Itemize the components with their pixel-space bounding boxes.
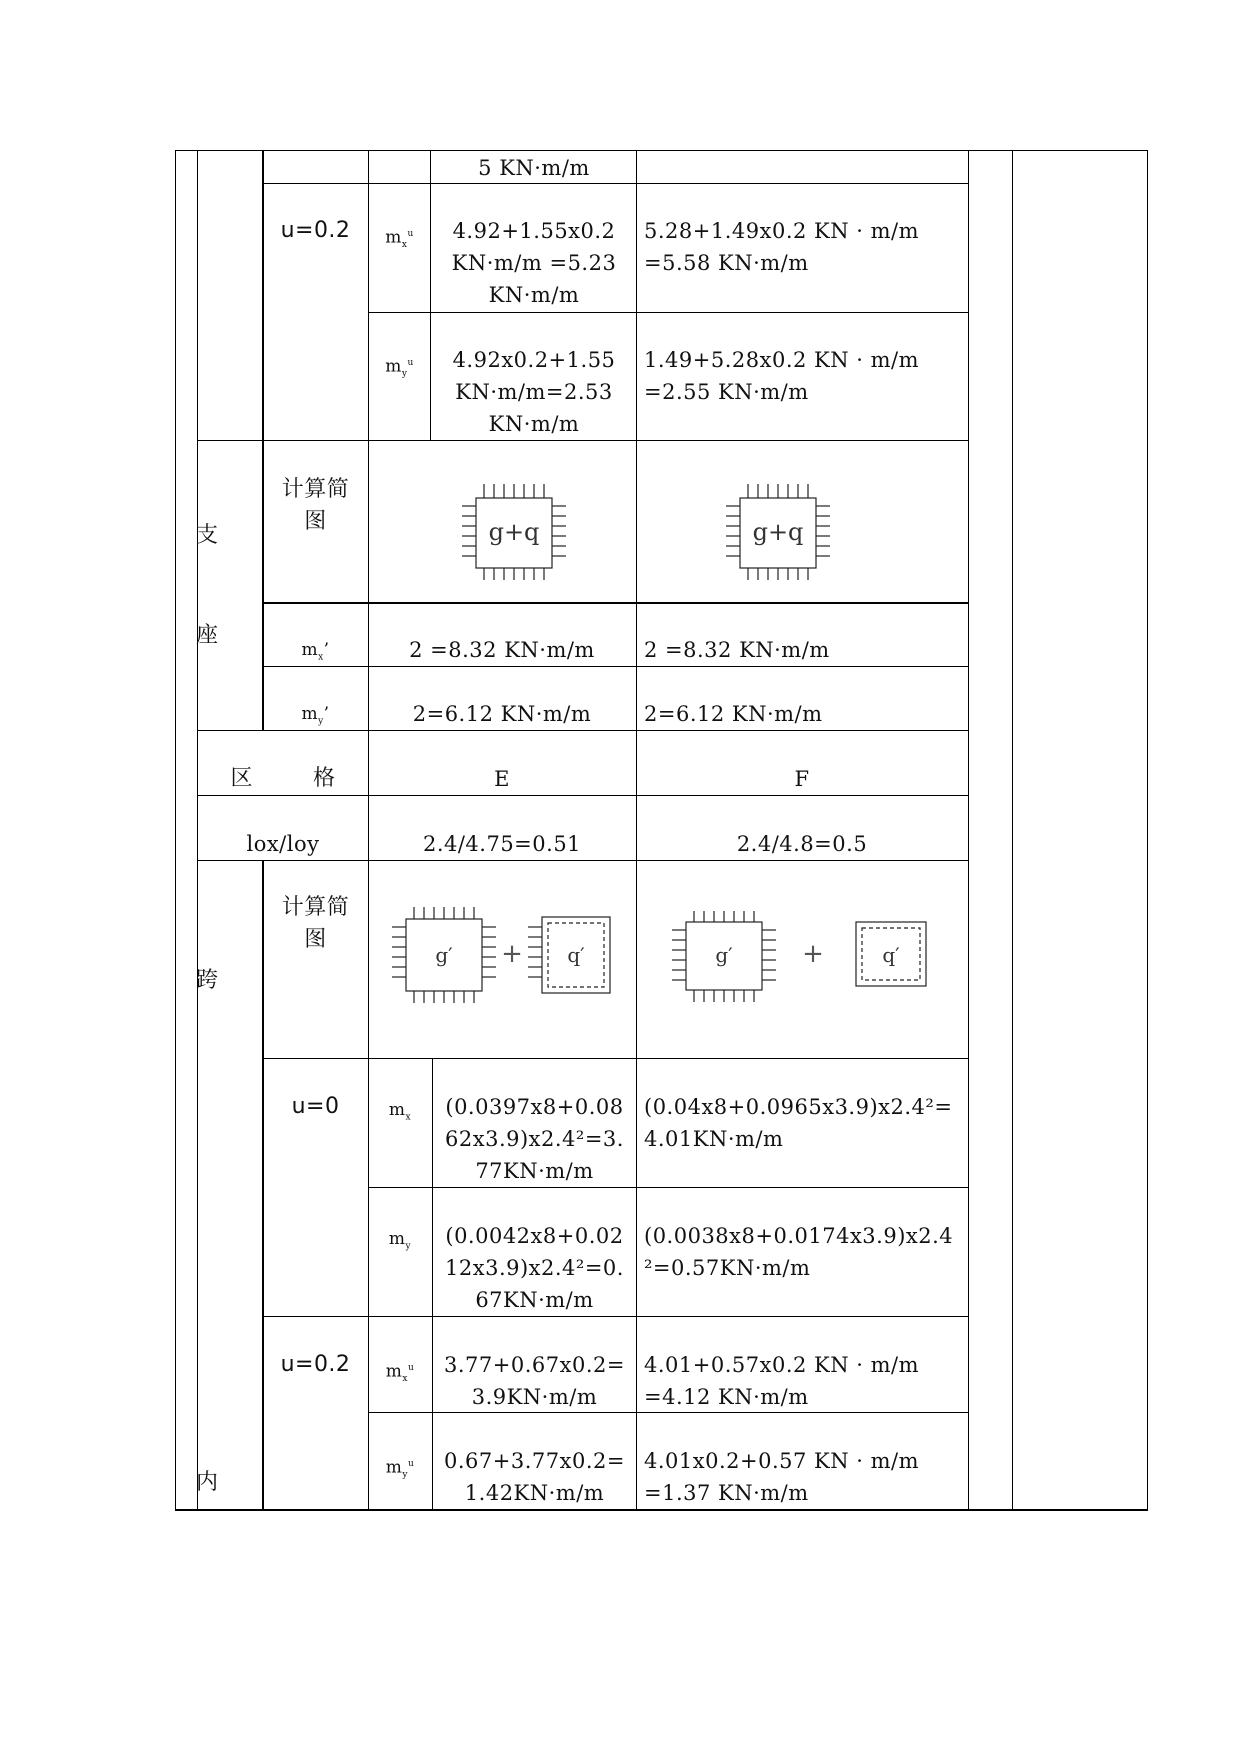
side-label-span-2: 内 <box>196 1470 219 1495</box>
side-label-support-2: 座 <box>196 623 219 648</box>
table-line <box>197 860 969 861</box>
diagram-label-line2: 图 <box>304 509 327 534</box>
my-symbol: $m_y$ <box>388 1229 412 1252</box>
zone-label: 区 格 <box>230 766 336 791</box>
cell-u0-my-f-line1: (0.0038x8+0.0174x3.9)x2.4 <box>644 1224 954 1248</box>
cell-u02b-mx-e-line2: 3.9KN·m/m <box>471 1385 598 1409</box>
u0-label: u=0 <box>291 1094 340 1119</box>
zone-f: F <box>794 767 810 791</box>
span-diagram-e <box>388 905 618 1005</box>
cell-mx-f-line1: 5.28+1.49x0.2 KN · m/m <box>644 219 920 243</box>
cell-mx-f-line2: =5.58 KN·m/m <box>644 251 809 275</box>
cell-my-prime-f: 2=6.12 KN·m/m <box>644 702 823 726</box>
cell-u0-mx-f-line1: (0.04x8+0.0965x3.9)x2.4²= <box>644 1095 953 1119</box>
cell-u0-my-e-line2: 12x3.9)x2.4²=0. <box>445 1256 624 1280</box>
support-diagram-e <box>458 482 570 582</box>
cell-u0-mx-e-line3: 77KN·m/m <box>475 1159 594 1183</box>
cell-my-prime-e: 2=6.12 KN·m/m <box>412 702 592 726</box>
side-label-span-1: 跨 <box>196 968 219 993</box>
cell-mx-e-line3: KN·m/m <box>488 283 580 307</box>
cell-mx-e-line1: 4.92+1.55x0.2 <box>452 219 616 243</box>
cell-my-e-line2: KN·m/m=2.53 <box>455 380 613 404</box>
table-line <box>968 150 969 1510</box>
table-border-top <box>175 150 1148 151</box>
mx-u-symbol-bottom: $m_x^u$ <box>385 1361 415 1385</box>
my-prime-symbol: $m_y$’ <box>301 704 330 727</box>
cell-my-e-line3: KN·m/m <box>488 412 580 436</box>
my-u-symbol-bottom: $m_y^u$ <box>385 1457 415 1481</box>
span-q-text-f: q′ <box>882 943 900 967</box>
cell-my-f-line2: =2.55 KN·m/m <box>644 380 809 404</box>
table-line <box>197 440 969 441</box>
side-label-support-1: 支 <box>196 523 219 548</box>
table-line <box>262 183 369 184</box>
cell-u0-mx-f-line2: 4.01KN·m/m <box>644 1127 784 1151</box>
cell-my-f-line1: 1.49+5.28x0.2 KN · m/m <box>644 348 920 372</box>
span-diagram-label-line2: 图 <box>304 927 327 952</box>
table-line <box>368 312 969 313</box>
cell-u02b-my-f-line1: 4.01x0.2+0.57 KN · m/m <box>644 1449 920 1473</box>
cell-mx-e-line2: KN·m/m =5.23 <box>451 251 617 275</box>
cell-u02b-my-e-line1: 0.67+3.77x0.2= <box>444 1449 625 1473</box>
plus-sign-e: + <box>501 939 523 969</box>
cell-u0-mx-e-line1: (0.0397x8+0.08 <box>445 1095 624 1119</box>
table-line <box>1012 150 1013 1510</box>
u-label: u=0.2 <box>280 218 351 243</box>
table-line <box>262 1058 969 1059</box>
span-g-text-f: g′ <box>715 943 733 967</box>
diagram-label-line1: 计算简 <box>281 477 350 502</box>
table-line <box>262 860 264 1510</box>
cell-u02b-mx-e-line1: 3.77+0.67x0.2= <box>444 1353 625 1377</box>
cell-u02b-my-e-line2: 1.42KN·m/m <box>464 1481 605 1505</box>
ratio-label: lox/loy <box>246 832 320 856</box>
table-border-bottom <box>175 1509 1148 1511</box>
cell-u02b-mx-f-line2: =4.12 KN·m/m <box>644 1385 809 1409</box>
cell-u0-my-e-line3: 67KN·m/m <box>475 1288 594 1312</box>
table-line <box>430 150 431 440</box>
cell-mx-prime-e: 2 =8.32 KN·m/m <box>409 638 595 662</box>
plus-sign-f: + <box>802 939 824 969</box>
span-g-text-e: g′ <box>435 943 453 967</box>
table-line <box>262 666 969 667</box>
table-line <box>262 1316 969 1317</box>
span-diagram-label-line1: 计算简 <box>281 895 350 920</box>
mx-symbol: $m_x$ <box>388 1100 412 1123</box>
table-border-right <box>1147 150 1148 1510</box>
zone-e: E <box>494 767 510 791</box>
diagram-text-f: g+q <box>752 518 804 546</box>
cell-u0-mx-e-line2: 62x3.9)x2.4²=3. <box>445 1127 624 1151</box>
table-line <box>368 1187 969 1188</box>
cell-u0-my-e-line1: (0.0042x8+0.02 <box>445 1224 624 1248</box>
table-line <box>262 602 969 604</box>
my-u-symbol: $m_y^u$ <box>385 356 414 380</box>
u02-bottom-label: u=0.2 <box>280 1352 351 1377</box>
support-diagram-f <box>722 482 834 582</box>
cell-u02b-my-f-line2: =1.37 KN·m/m <box>644 1481 809 1505</box>
cell-u0-my-f-line2: ²=0.57KN·m/m <box>644 1256 811 1280</box>
diagram-text-e: g+q <box>488 518 540 546</box>
span-diagram-f <box>668 910 934 1005</box>
cell-u02b-mx-f-line1: 4.01+0.57x0.2 KN · m/m <box>644 1353 920 1377</box>
table-border-left <box>175 150 176 1510</box>
mx-u-symbol: $m_x^u$ <box>385 227 414 251</box>
ratio-f: 2.4/4.8=0.5 <box>736 832 868 856</box>
cell-my-e-line1: 4.92x0.2+1.55 <box>452 348 616 372</box>
mx-prime-symbol: $m_x$’ <box>301 640 330 663</box>
span-q-text-e: q′ <box>567 943 585 967</box>
ratio-e: 2.4/4.75=0.51 <box>422 832 582 856</box>
cell-mx-prime-f: 2 =8.32 KN·m/m <box>644 638 830 662</box>
cell-top-e: 5 KN·m/m <box>478 156 590 180</box>
table-line <box>197 795 969 796</box>
